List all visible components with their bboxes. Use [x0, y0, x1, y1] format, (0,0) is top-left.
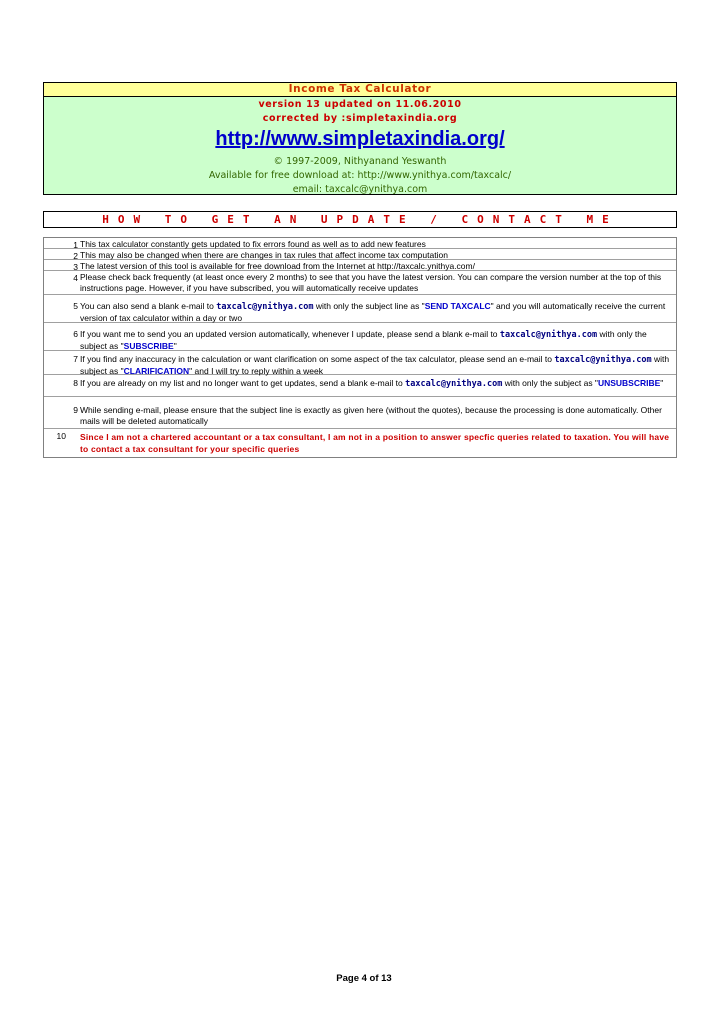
subject-code: SUBSCRIBE: [123, 341, 174, 351]
subject-code: SEND TAXCALC: [424, 301, 491, 311]
item-text: If you want me to send you an updated version automatically, whenever I update, please send a blank e-mail to taxcalc@ynithya.com with only the subject as "SUBSCRIBE": [80, 329, 647, 351]
item-number: 6: [73, 329, 78, 339]
item-text: Please check back frequently (at least once every 2 months) to see that you have the latest version. You can compare the version number at the top of this instructions page. However, if you have subscribed, you will automatically receive updates: [80, 272, 662, 293]
list-item: [44, 429, 676, 457]
item-text: You can also send a blank e-mail to taxcalc@ynithya.com with only the subject line as "SEND TAXCALC" and you will automatically receive the current version of tax calculator within a day or two: [80, 301, 666, 323]
item-number: 2: [73, 251, 78, 261]
email-link[interactable]: taxcalc@ynithya.com: [554, 355, 652, 365]
contact-email-line: email: taxcalc@ynithya.com: [292, 184, 428, 195]
item-text: If you find any inaccuracy in the calculation or want clarification on some aspect of the tax calculator, please send an e-mail to taxcalc@ynithya.com with subject as "CLARIFICATION" and I will try to reply within a week: [80, 354, 670, 376]
list-item: [44, 238, 676, 249]
item-number: 7: [73, 354, 78, 364]
list-item: [44, 295, 676, 323]
subject-code: UNSUBSCRIBE: [597, 378, 661, 388]
item-number: 4: [73, 273, 78, 283]
download-line: Available for free download at: http://www.ynithya.com/taxcalc/: [208, 170, 512, 181]
list-item: [44, 249, 676, 260]
item-number: 5: [73, 301, 78, 311]
item-number: 3: [73, 262, 78, 272]
item-text: The latest version of this tool is available for free download from the Internet at http://taxcalc.ynithya.com/: [80, 261, 475, 271]
page-number: Page 4 of 13: [336, 973, 392, 984]
calculator-header: [43, 82, 677, 195]
item-text: This tax calculator constantly gets updated to fix errors found as well as to add new features: [80, 239, 426, 249]
item-number: 9: [73, 405, 78, 415]
subject-code: CLARIFICATION: [123, 366, 190, 376]
list-item: [44, 260, 676, 271]
item-text: If you are already on my list and no longer want to get updates, send a blank e-mail to taxcalc@ynithya.com with only the subject as "UNSUBSCRIBE": [80, 378, 664, 389]
list-item: [44, 323, 676, 351]
list-item: [44, 351, 676, 375]
item-text: While sending e-mail, please ensure that the subject line is exactly as given here (without the quotes), because the processing is done automatically. Other mails will be deleted automatically: [80, 405, 662, 426]
list-item: [44, 375, 676, 397]
item-number: 10: [56, 431, 66, 441]
instructions-list: [43, 237, 677, 458]
copyright-line: © 1997-2009, Nithyanand Yeswanth: [273, 156, 447, 167]
section-title: HOW TO GET AN UPDATE / CONTACT ME: [102, 213, 618, 226]
list-item: [44, 271, 676, 295]
corrected-by-line: corrected by :simpletaxindia.org: [262, 113, 458, 124]
email-link[interactable]: taxcalc@ynithya.com: [405, 379, 503, 389]
list-item: [44, 397, 676, 429]
calculator-title: Income Tax Calculator: [44, 83, 676, 97]
item-number: 8: [73, 378, 78, 388]
section-header: [43, 211, 677, 228]
item-text: This may also be changed when there are changes in tax rules that affect income tax computation: [80, 250, 448, 260]
email-link[interactable]: taxcalc@ynithya.com: [499, 330, 598, 340]
email-link[interactable]: taxcalc@ynithya.com: [216, 302, 314, 312]
item-text: Since I am not a chartered accountant or a tax consultant, I am not in a position to answer specfic queries related to taxation. You will have to contact a tax consultant for your specific queries: [80, 432, 670, 454]
website-link[interactable]: http://www.simpletaxindia.org/: [215, 128, 505, 150]
version-line: version 13 updated on 11.06.2010: [258, 99, 462, 110]
item-number: 1: [73, 240, 78, 250]
